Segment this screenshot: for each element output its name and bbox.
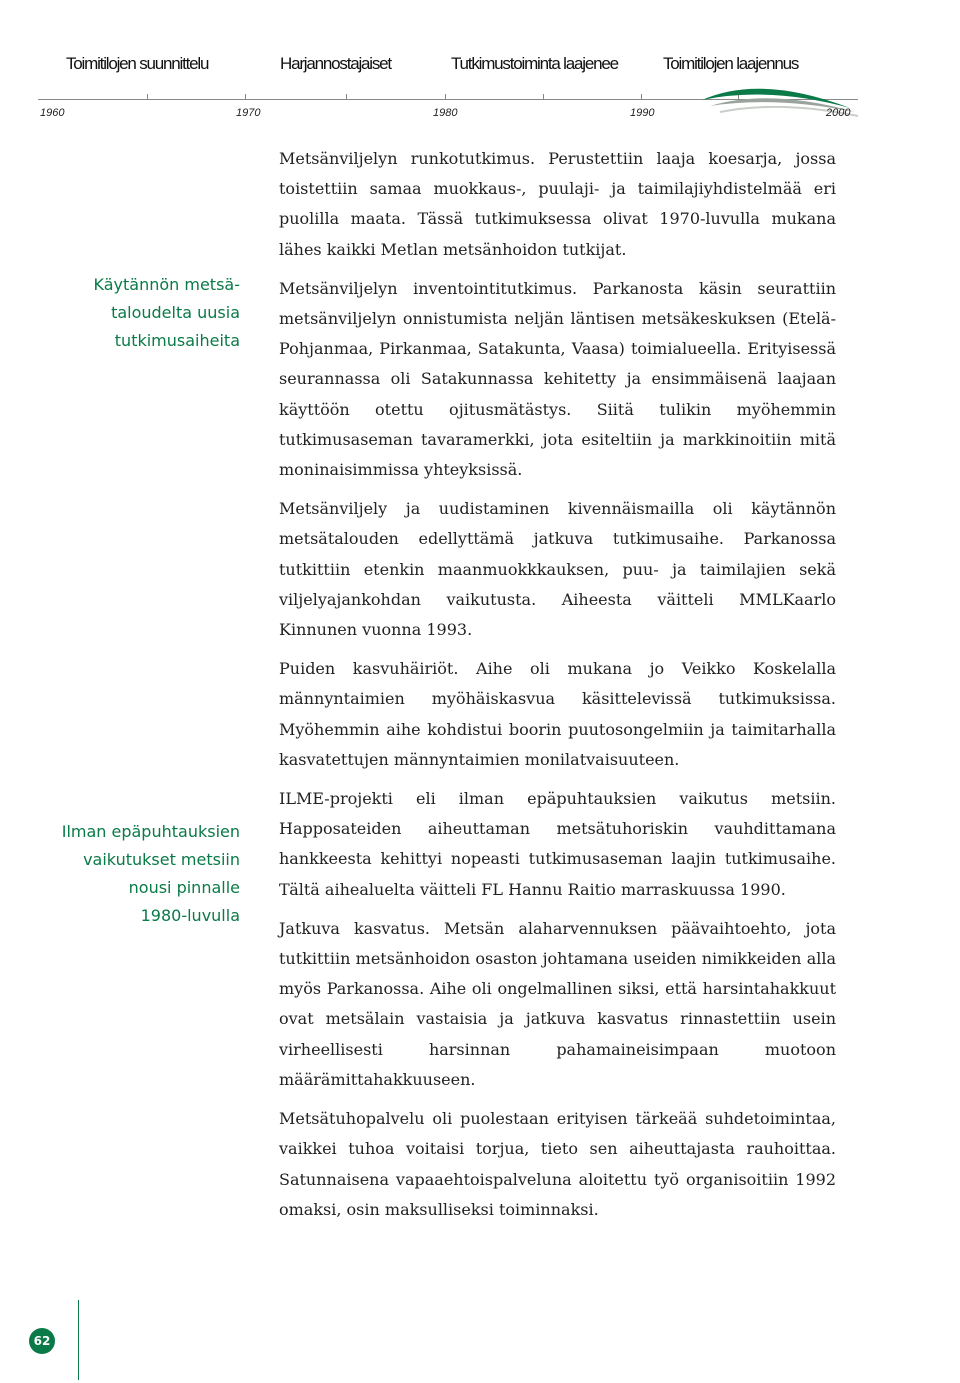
paragraph-inventointitutkimus: Metsänviljelyn inventointitutkimus. Parkanosta käsin seurattiin metsänviljelyn onnistumista neljän läntisen metsäkeskuksen (Etelä-Pohjanmaa, Pirkanmaa, Satakunta, Vaasa) toimialueella. Erityisessä seurannassa oli Satakunnassa kehitetty ja ensimmäisenä laajaan käyttöön otettu ojitusmätästys. Siitä tulikin myöhemmin tutkimusaseman tavaramerkki, jota esiteltiin ja markkinoitiin mitä moninaisimmissa yhteyksissä. [279, 278, 836, 480]
sidebar-heading-line: vaikutukset metsiin [83, 850, 240, 869]
paragraph-jatkuva-kasvatus: Jatkuva kasvatus. Metsän alaharvennuksen päävaihtoehto, jota tutkittiin metsänhoidon osaston johtamana useiden nimikkeiden alla myös Parkanossa. Aihe oli ongelmallinen siksi, että harsintahakkuut ovat metsälain vastaisia ja jatkuva kasvatus rinnastettiin usein virheellisesti harsinnan pahamaineisimpaan muotoon määrämittahakkuuseen. [279, 918, 836, 1089]
timeline-year-1980: 1980 [433, 107, 458, 119]
paragraph-uudistaminen: Metsänviljely ja uudistaminen kivennäismailla oli käytännön metsätalouden edellyttämä jatkuva tutkimusaihe. Parkanossa tutkittiin etenkin maanmuokkkauksen, puu- ja taimilajien sekä viljelyajankohdan vaikutusta. Aiheesta väitteli MMLKaarlo Kinnunen vuonna 1993. [279, 499, 836, 640]
timeline-tick [543, 94, 544, 99]
page-number-divider [78, 1300, 79, 1380]
timeline-year-1970: 1970 [236, 107, 261, 119]
timeline-header [0, 0, 960, 130]
sidebar-heading-line: taloudelta uusia [111, 303, 240, 322]
paragraph-runkotutkimus: Metsänviljelyn runkotutkimus. Perustettiin laaja koesarja, jossa toistettiin samaa muokkaus-, puulaji- ja taimilajiyhdistelmää eri puolilla maata. Tässä tutkimuksessa olivat 1970-luvulla mukana lähes kaikki Metlan metsänhoidon tutkijat. [279, 149, 836, 259]
timeline-year-2000: 2000 [826, 107, 851, 119]
timeline-tick [346, 94, 347, 99]
paragraph-ilme-projekti: ILME-projekti eli ilman epäpuhtauksien vaikutus metsiin. Happosateiden aiheuttaman metsätuhoriskin vauhdittamana hankkeesta kehittyi nopeasti tutkimusaseman laajin tutkimusaihe. Tältä aihealuelta väitteli FL Hannu Raitio marraskuussa 1990. [279, 789, 836, 899]
paragraph-kasvuhairiot: Puiden kasvuhäiriöt. Aihe oli mukana jo Veikko Koskelalla männyntaimien myöhäiskasvua käsittelevissä tutkimuksissa. Myöhemmin aihe kohdistui boorin puutosongelmiin ja taimitarhalla kasvatettujen männyntaimien monilatvaisuuteen. [279, 659, 836, 769]
timeline-phase-research-expands: Tutkimustoiminta laajenee [451, 54, 618, 73]
timeline-tick [147, 94, 148, 99]
timeline-tick [245, 94, 246, 99]
timeline-phase-topping-out: Harjannostajaiset [280, 54, 391, 73]
paragraph-metsatuhopalvelu: Metsätuhopalvelu oli puolestaan erityisen tärkeää suhdetoimintaa, vaikkei tuhoa voitaisi torjua, tieto sen aiheuttajasta rauhoittaa. Satunnaisena vapaaehtoispalveluna aloitettu työ organisoitiin 1992 omaksi, osin maksulliseksi toiminnaksi. [279, 1109, 836, 1219]
timeline-year-1960: 1960 [40, 107, 65, 119]
sidebar-heading-line: 1980-luvulla [140, 906, 240, 925]
sidebar-heading-line: Ilman epäpuhtauksien [61, 822, 240, 841]
page-number: 62 [29, 1328, 55, 1354]
timeline-tick [445, 94, 446, 99]
sidebar-heading-line: Käytännön metsä- [93, 275, 240, 294]
sidebar-heading-air-pollution [40, 818, 240, 930]
sidebar-heading-line: tutkimusaiheita [114, 331, 240, 350]
timeline-year-1990: 1990 [630, 107, 655, 119]
sidebar-heading-line: nousi pinnalle [128, 878, 240, 897]
timeline-phase-expansion: Toimitilojen laajennus [663, 54, 799, 73]
sidebar-heading-practical-forestry [40, 271, 240, 355]
body-text [279, 144, 836, 1234]
timeline-tick [641, 94, 642, 99]
timeline-phase-planning: Toimitilojen suunnittelu [66, 54, 209, 73]
